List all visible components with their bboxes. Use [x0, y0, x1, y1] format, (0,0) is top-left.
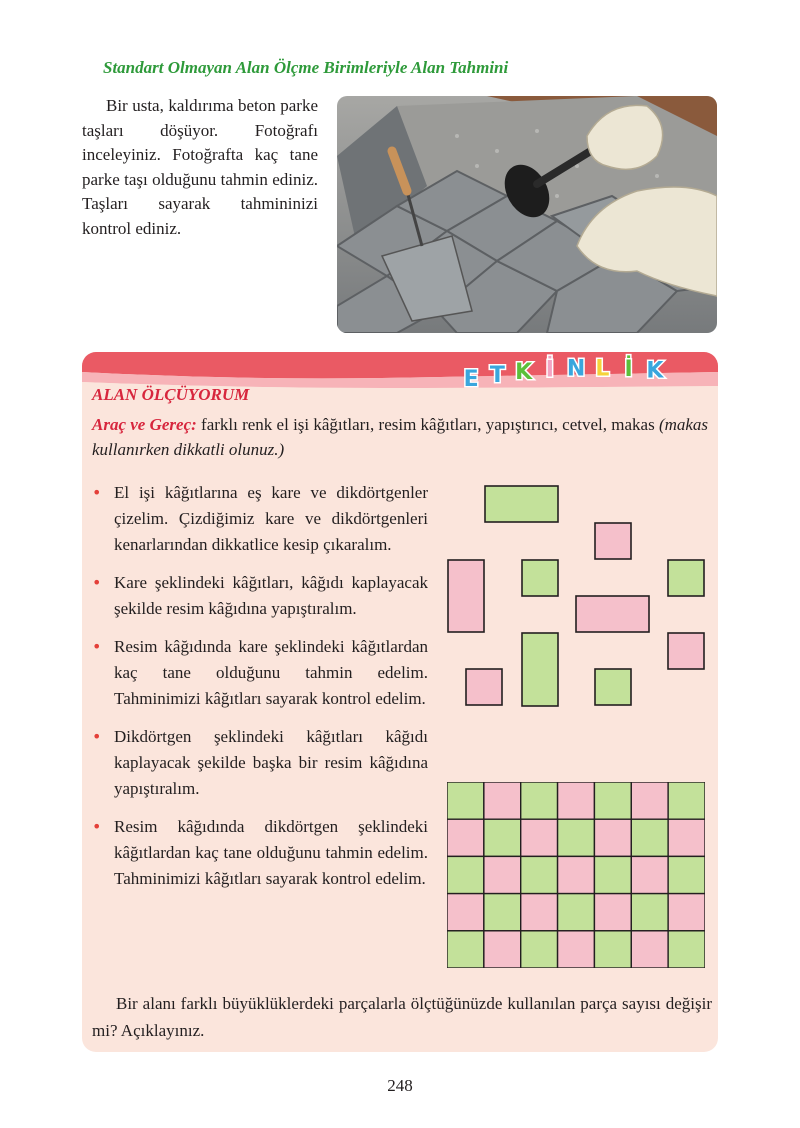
pink-rectangle — [576, 596, 649, 632]
green-grid-square — [558, 819, 595, 856]
pink-grid-square — [558, 931, 595, 968]
pink-grid-square — [668, 894, 705, 931]
step-text: Kare şeklindeki kâğıtları, kâğıdı kaplayacak şekilde resim kâğıdına yapıştıralım. — [114, 573, 428, 618]
intro-paragraph: Bir usta, kaldırıma beton parke taşları döşüyor. Fotoğrafı inceleyiniz. Fotoğrafta kaç tane parke taşı olduğunu tahmin ediniz. Taşları sayarak tahmininizi kontrol ediniz. — [82, 96, 318, 238]
green-square — [522, 560, 558, 596]
green-grid-square — [447, 856, 484, 893]
green-grid-square — [594, 931, 631, 968]
step-item — [92, 480, 428, 558]
pink-grid-square — [631, 782, 668, 819]
green-square — [595, 669, 631, 705]
materials-note: (makas kullanırken dikkatli olunuz.) — [92, 415, 709, 459]
activity-steps — [92, 480, 428, 904]
pink-grid-square — [484, 856, 521, 893]
pink-grid-square — [594, 819, 631, 856]
green-square — [668, 560, 704, 596]
page-number: 248 — [387, 1076, 413, 1095]
green-grid-square — [631, 819, 668, 856]
bullet-icon: • — [92, 637, 102, 656]
pink-grid-square — [521, 819, 558, 856]
bullet-icon: • — [92, 817, 102, 836]
checkerboard-tiling — [447, 782, 705, 968]
pink-grid-square — [447, 894, 484, 931]
green-grid-square — [521, 782, 558, 819]
step-text: Resim kâğıdında dikdörtgen şeklindeki kâğıtlardan kaç tane olduğunu tahmin edelim. Tahminimizi kâğıtları sayarak kontrol edelim. — [114, 817, 428, 888]
step-item — [92, 724, 428, 802]
green-grid-square — [594, 856, 631, 893]
step-text: El işi kâğıtlarına eş kare ve dikdörtgenler çizelim. Çizdiğimiz kare ve dikdörtgenleri kenarlarından dikkatlice kesip çıkaralım. — [114, 483, 428, 554]
pink-square — [466, 669, 502, 705]
materials-label: Araç ve Gereç: — [92, 415, 197, 434]
green-grid-square — [521, 856, 558, 893]
paper-shapes-illustration — [440, 480, 712, 712]
step-text: Dikdörtgen şeklindeki kâğıtları kâğıdı kaplayacak şekilde başka bir resim kâğıdına yapıştıralım. — [114, 727, 428, 798]
pink-grid-square — [631, 856, 668, 893]
activity-title: ALAN ÖLÇÜYORUM — [92, 385, 250, 404]
green-grid-square — [558, 894, 595, 931]
green-grid-square — [447, 931, 484, 968]
pink-grid-square — [631, 931, 668, 968]
pink-grid-square — [484, 931, 521, 968]
pink-rectangle — [448, 560, 484, 632]
badge-letter: İ — [545, 357, 554, 383]
green-grid-square — [447, 782, 484, 819]
green-rectangle — [485, 486, 558, 522]
badge-letter: T — [489, 363, 505, 389]
bullet-icon: • — [92, 573, 102, 592]
green-grid-square — [484, 894, 521, 931]
section-heading: Standart Olmayan Alan Ölçme Birimleriyle Alan Tahmini — [103, 58, 509, 77]
pink-grid-square — [594, 894, 631, 931]
materials-text — [92, 412, 712, 462]
step-item — [92, 570, 428, 622]
badge-letter: L — [595, 356, 610, 382]
etkinlik-badge-letters — [458, 352, 668, 396]
badge-letter: E — [463, 367, 479, 392]
badge-letter: N — [566, 356, 586, 382]
pink-grid-square — [668, 819, 705, 856]
green-grid-square — [521, 931, 558, 968]
badge-letter: K — [515, 359, 533, 385]
step-item — [92, 634, 428, 712]
bullet-icon: • — [92, 483, 102, 502]
pink-square — [668, 633, 704, 669]
pink-grid-square — [558, 782, 595, 819]
green-grid-square — [668, 782, 705, 819]
green-grid-square — [631, 894, 668, 931]
badge-letter: İ — [624, 357, 633, 383]
materials-list: farklı renk el işi kâğıtları, resim kâğıtları, yapıştırıcı, cetvel, makas — [196, 415, 659, 434]
pink-grid-square — [521, 894, 558, 931]
step-text: Resim kâğıdında kare şeklindeki kâğıtlardan kaç tane olduğunu tahmin edelim. Tahminimizi kâğıtları sayarak kontrol edelim. — [114, 637, 428, 708]
green-grid-square — [668, 931, 705, 968]
paving-stones-photo — [337, 96, 717, 333]
step-item — [92, 814, 428, 892]
pink-grid-square — [558, 856, 595, 893]
pink-square — [595, 523, 631, 559]
green-grid-square — [668, 856, 705, 893]
bullet-icon: • — [92, 727, 102, 746]
green-grid-square — [484, 819, 521, 856]
badge-letter: K — [646, 358, 664, 384]
green-rectangle — [522, 633, 558, 706]
activity-badge — [458, 352, 668, 396]
pink-grid-square — [447, 819, 484, 856]
green-grid-square — [594, 782, 631, 819]
pink-grid-square — [484, 782, 521, 819]
discussion-question: Bir alanı farklı büyüklüklerdeki parçalarla ölçtüğünüzde kullanılan parça sayısı değişir mi? Açıklayınız. — [92, 994, 712, 1040]
